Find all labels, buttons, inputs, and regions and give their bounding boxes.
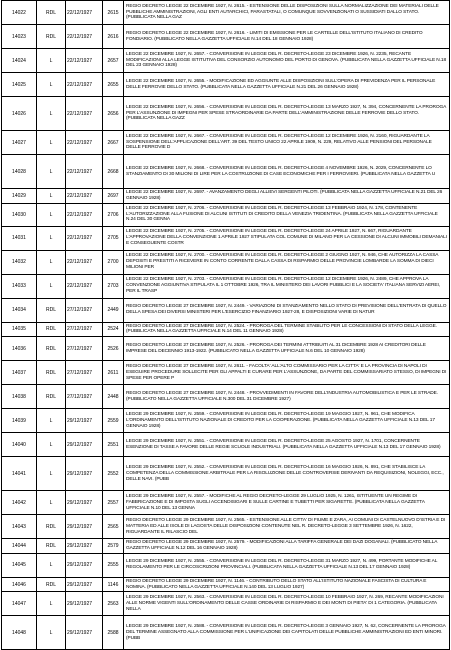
row-code: 2449 bbox=[103, 298, 124, 322]
row-text: REGIO DECRETO LEGGE 29 DICEMBRE 1927, N. 1146. - CONTRIBUTO DELLO STATO ALL'ISTITUTO NAZIONALE FASCISTA DI CULTURA E NOMINA. (PUBBLICATO NELLA GAZZETTA UFFICIALE N.140 DEL 13 LUGLIO 1927) bbox=[124, 577, 450, 592]
row-text: LEGGE 29 DICEMBRE 1927, N. 2551. - CONVERSIONE IN LEGGE DEL R. DECRETO-LEGGE 25 AGOSTO 1927, N. 1701, CONCERNENTE ESENZIONE DI TASSE A FAVORE DELLE REGIE SCUOLE INDUSTRIALI. (PUBBLICATA NELLA GAZZETTA UFFICIALE N.13 DEL 17 GENNAIO 1928) bbox=[124, 433, 450, 457]
table-row bbox=[2, 25, 450, 49]
row-date: 29/12/1927 bbox=[66, 491, 103, 515]
row-number: 14024 bbox=[2, 49, 37, 73]
row-number: 14038 bbox=[2, 385, 37, 409]
table-row bbox=[2, 203, 450, 226]
row-date: 22/12/1927 bbox=[66, 73, 103, 97]
table-row bbox=[2, 250, 450, 274]
row-number: 14046 bbox=[2, 577, 37, 592]
table-row bbox=[2, 592, 450, 616]
row-number: 14039 bbox=[2, 409, 37, 433]
row-type: L bbox=[37, 131, 66, 155]
table-row bbox=[2, 189, 450, 204]
row-date: 22/12/1927 bbox=[66, 25, 103, 49]
row-code: 2579 bbox=[103, 539, 124, 554]
row-type: RDL bbox=[37, 577, 66, 592]
row-text: REGIO DECRETO LEGGE 27 DICEMBRE 1927, N. 2526. - PROROGA DEI TERMINI ATTRIBUITI AL 31 DICEMBRE 1928 AI CREDITORI DELLE IMPRESE DEL DECENNIO 1913-1922. (PUBBLICATO NELLA GAZZETTA UFFICIALE N.6 DEL 10 GENNAIO 1928) bbox=[124, 337, 450, 361]
row-number: 14047 bbox=[2, 592, 37, 616]
row-text: LEGGE 22 DICEMBRE 1927, N. 2657. - CONVERSIONE IN LEGGE DEL R. DECRETO-LEGGE 23 DICEMBRE 1926, N. 2235, RECANTE MODIFICAZIONI ALLA LEGGE ISTITUTIVA DEL CONSORZIO AUTONOMO DEL PORTO DI GENOVA. (PUBBLICATA NELLA GAZZETTA UFFICIALE N.18 DEL 23 GENNAIO 1928) bbox=[124, 49, 450, 73]
row-type: RDL bbox=[37, 361, 66, 385]
row-type: L bbox=[37, 274, 66, 298]
row-type: L bbox=[37, 250, 66, 274]
table-row bbox=[2, 337, 450, 361]
row-code: 2448 bbox=[103, 385, 124, 409]
row-type: L bbox=[37, 155, 66, 189]
row-number: 14037 bbox=[2, 361, 37, 385]
table-row bbox=[2, 515, 450, 539]
row-number: 14031 bbox=[2, 226, 37, 250]
row-text: LEGGE 22 DICEMBRE 1927, N. 2700. - CONVERSIONE IN LEGGE DEL R. DECRETO-LEGGE 2 GIUGNO 1927, N. 946, CHE AUTORIZZA LA CASSA DEPOSITI E PRESTITI A RICEVERE IN CONTO CORRENTE DALLA CASSA DI RISPARMIO DELLE PROVINCIE LOMBARDE LA SOMMA DI DIECI MILIONI PER bbox=[124, 250, 450, 274]
row-text: REGIO DECRETO LEGGE 22 DICEMBRE 1927, N. 2615. - ESTENSIONE DELLE DISPOSIZIONI SULLA NORMALIZZAZIONE DEI MATERIALI DELLE PUBBLICHE AMMINISTRAZIONI, AGLI ENTI AUTARCHICI, PARASTATALI, O COMUNQUE SOVVENZIONATI O SUSSIDIATI DALLO STATO. (PUBBLICATA NELLA GAZ bbox=[124, 1, 450, 25]
row-date: 22/12/1927 bbox=[66, 155, 103, 189]
table-row bbox=[2, 1, 450, 25]
row-number: 14030 bbox=[2, 203, 37, 226]
table-row bbox=[2, 298, 450, 322]
row-number: 14043 bbox=[2, 515, 37, 539]
laws-table-body bbox=[2, 1, 450, 650]
row-text: REGIO DECRETO LEGGE 27 DICEMBRE 1927, N. 2449. - VARIAZIONI DI STANZIAMENTO NELLO STATO DI PREVISIONE DELL'ENTRATA DI QUELLO DELLA SPESA DEI DIVERSI MINISTERI PER L'ESERCIZIO FINANZIARIO 1927-28, E DISPOSIZIONI VARIE DI NATUR bbox=[124, 298, 450, 322]
row-text: LEGGE 22 DICEMBRE 1927, N. 2706. - CONVERSIONE IN LEGGE DEL R. DECRETO-LEGGE 13 FEBBRAIO 1924, N. 178, CONTENENTE L'AUTORIZZAZIONE ALLA FUSIONE DI ALCUNI ISTITUTI DI CREDITO DELLA VENEZIA TRIDENTINA. (PUBBLICATA NELLA GAZZETTA UFFICIALE N.24 DEL 30 GENNA bbox=[124, 203, 450, 226]
row-date: 27/12/1927 bbox=[66, 385, 103, 409]
table-row bbox=[2, 274, 450, 298]
row-code: 2526 bbox=[103, 337, 124, 361]
row-type: RDL bbox=[37, 385, 66, 409]
row-code: 2616 bbox=[103, 25, 124, 49]
row-code: 2551 bbox=[103, 433, 124, 457]
row-code: 2655 bbox=[103, 73, 124, 97]
row-number: 14029 bbox=[2, 189, 37, 204]
row-number: 14027 bbox=[2, 131, 37, 155]
row-code: 2524 bbox=[103, 322, 124, 337]
row-text: LEGGE 29 DICEMBRE 1927, N. 2563. - CONVERSIONE IN LEGGE DEL R. DECRETO-LEGGE 10 FEBBRAIO 1927, N. 269, RECANTE MODIFICAZIONI ALLE NORME VIGENTI SULL'ORDINAMENTO DELLE CASSE ORDINARIE DI RISPARMIO E DEI MONTI DI PIETA' DI 1 CATEGORIA. (PUBBLICATA NELLA bbox=[124, 592, 450, 616]
row-code: 2668 bbox=[103, 155, 124, 189]
row-type: L bbox=[37, 49, 66, 73]
row-text: REGIO DECRETO LEGGE 27 DICEMBRE 1927, N. 2611. - FACOLTA' ALL'ALTO COMMISSARIO PER LA CITTA' E LA PROVINCIA DI NAPOLI DI ESEGUIRE PROCEDURE SOLLECITE PER GLI APPALTI E CURARE PER L'ASSUNZIONE, DA PARTE DEL COMMISSARIATO STESSO, DI IMPEGNI DI SPESE PER OPERE P bbox=[124, 361, 450, 385]
row-text: REGIO DECRETO LEGGE 22 DICEMBRE 1927, N. 2616. - LIMITI DI EMISSIONE PER LE CARTELLE DELL'ISTITUTO ITALIANO DI CREDITO FONDIARIO. (PUBBLICATO NELLA GAZZETTA UFFICIALE N.14 DEL 18 GENNAIO 1928) bbox=[124, 25, 450, 49]
table-row bbox=[2, 155, 450, 189]
row-type: L bbox=[37, 491, 66, 515]
table-row bbox=[2, 409, 450, 433]
row-date: 29/12/1927 bbox=[66, 433, 103, 457]
row-text: LEGGE 22 DICEMBRE 1927, N. 2655. - MODIFICAZIONE ED AGGIUNTE ALLE DISPOSIZIONI SULL'OPERA DI PREVIDENZA PER IL PERSONALE DELLE FERROVIE DELLO STATO. (PUBBLICATA NELLA GAZZETTA UFFICIALE N.21 DEL 26 GENNAIO 1928) bbox=[124, 73, 450, 97]
row-type: RDL bbox=[37, 515, 66, 539]
row-number: 14040 bbox=[2, 433, 37, 457]
row-date: 27/12/1927 bbox=[66, 361, 103, 385]
row-code: 2552 bbox=[103, 457, 124, 491]
row-type: L bbox=[37, 553, 66, 577]
row-number: 14032 bbox=[2, 250, 37, 274]
row-text: LEGGE 22 DICEMBRE 1927, N. 2656. - CONVERSIONE IN LEGGE DEL R. DECRETO-LEGGE 13 MARZO 1927, N. 394, CONCERNENTE LA PROROGA PER L'ASSUNZIONE DI IMPEGNI PER SPESE STRAORDINARIE DA PARTE DELL'AMMINISTRAZIONE DELLE FERROVIE DELLO STATO. (PUBBLICATA NELLA GAZZ bbox=[124, 97, 450, 131]
row-number: 14044 bbox=[2, 539, 37, 554]
row-type: L bbox=[37, 203, 66, 226]
table-row bbox=[2, 97, 450, 131]
row-text: REGIO DECRETO LEGGE 29 DICEMBRE 1927, N. 2579. - MODIFICAZIONI ALLA TARIFFA GENERALE DEI DAZI DOGANALI. (PUBBLICATO NELLA GAZZETTA UFFICIALE N.12 DEL 16 GENNAIO 1928) bbox=[124, 539, 450, 554]
row-date: 29/12/1927 bbox=[66, 616, 103, 650]
row-code: 2565 bbox=[103, 515, 124, 539]
row-date: 29/12/1927 bbox=[66, 515, 103, 539]
table-row bbox=[2, 539, 450, 554]
row-code: 2588 bbox=[103, 616, 124, 650]
row-date: 22/12/1927 bbox=[66, 1, 103, 25]
table-row bbox=[2, 491, 450, 515]
row-text: LEGGE 22 DICEMBRE 1927, N. 2668. - CONVERSIONE IN LEGGE DEL R. DECRETO-LEGGE 4 NOVEMBRE 1926, N. 2029, CONCERNENTE LO STANZIAMENTO DI 30 MILIONI DI LIRE PER LA COSTRUZIONE DI CASE ECONOMICHE PER I FERROVIERI. (PUBBLICATA NELLA GAZZETTA U bbox=[124, 155, 450, 189]
table-row bbox=[2, 361, 450, 385]
row-code: 2705 bbox=[103, 226, 124, 250]
row-number: 14036 bbox=[2, 337, 37, 361]
row-code: 2657 bbox=[103, 49, 124, 73]
row-number: 14034 bbox=[2, 298, 37, 322]
table-row bbox=[2, 577, 450, 592]
row-number: 14048 bbox=[2, 616, 37, 650]
row-code: 1146 bbox=[103, 577, 124, 592]
row-date: 29/12/1927 bbox=[66, 577, 103, 592]
row-number: 14045 bbox=[2, 553, 37, 577]
row-type: L bbox=[37, 73, 66, 97]
row-code: 2557 bbox=[103, 491, 124, 515]
row-code: 2706 bbox=[103, 203, 124, 226]
row-date: 29/12/1927 bbox=[66, 553, 103, 577]
row-code: 2615 bbox=[103, 1, 124, 25]
row-type: RDL bbox=[37, 322, 66, 337]
row-type: L bbox=[37, 457, 66, 491]
row-date: 22/12/1927 bbox=[66, 203, 103, 226]
row-date: 27/12/1927 bbox=[66, 298, 103, 322]
row-text: REGIO DECRETO LEGGE 27 DICEMBRE 1927, N. 2524. - PROROGA DEL TERMINE STABILITO PER LE CONCESSIONI DI STATO DELLA LEGGE. (PUBBLICATA NELLA GAZZETTA UFFICIALE N.14 DEL 11 GENNAIO 1928) bbox=[124, 322, 450, 337]
row-date: 22/12/1927 bbox=[66, 131, 103, 155]
row-text: LEGGE 29 DICEMBRE 1927, N. 2588. - CONVERSIONE IN LEGGE DEL R. DECRETO-LEGGE 3 GENNAIO 1927, N. 62, CONCERNENTE LA PROROGA DEL TERMINE ASSEGNATO ALLA COMMISSIONE PER L'UNIFICAZIONE DEI CAPITOLATI DELLE PUBBLICHE AMMINISTRAZIONI ED ENTI MINORI. (PUBB bbox=[124, 616, 450, 650]
row-code: 2667 bbox=[103, 131, 124, 155]
row-text: LEGGE 22 DICEMBRE 1927, N. 2667. - CONVERSIONE IN LEGGE DEL R. DECRETO-LEGGE 12 DICEMBRE 1926, N. 2160, RIGUARDANTE LA SOSPENSIONE DELL'APPLICAZIONE DELL'ART. 39 DEL TESTO UNICO 22 APRILE 1909, N. 229, RELATIVO ALLE PENSIONI DEL PERSONALE DELLE FERROVIE D bbox=[124, 131, 450, 155]
row-code: 2703 bbox=[103, 274, 124, 298]
row-text: LEGGE 22 DICEMBRE 1927, N. 2697. - AVANZAMENTO DEGLI ALLIEVI SERGENTI PILOTI. (PUBBLICATA NELLA GAZZETTA UFFICIALE N.21 DEL 26 GENNAIO 1928) bbox=[124, 189, 450, 204]
row-code: 2559 bbox=[103, 409, 124, 433]
row-number: 14035 bbox=[2, 322, 37, 337]
row-date: 27/12/1927 bbox=[66, 322, 103, 337]
table-row bbox=[2, 322, 450, 337]
row-type: L bbox=[37, 97, 66, 131]
row-date: 27/12/1927 bbox=[66, 337, 103, 361]
row-type: L bbox=[37, 433, 66, 457]
row-number: 14022 bbox=[2, 1, 37, 25]
row-type: L bbox=[37, 409, 66, 433]
row-number: 14026 bbox=[2, 97, 37, 131]
row-type: L bbox=[37, 616, 66, 650]
table-row bbox=[2, 73, 450, 97]
row-date: 22/12/1927 bbox=[66, 97, 103, 131]
table-row bbox=[2, 131, 450, 155]
row-text: LEGGE 22 DICEMBRE 1927, N. 2705. - CONVERSIONE IN LEGGE DEL R. DECRETO-LEGGE 24 APRILE 1927, N. 667, RIGUARDANTE L'APPROVAZIONE DELLA CONVENZIONE 1 APRILE 1927 STIPULATA COL COMUNE DI MILANO PER LA CESSIONE DI ALCUNI IMMOBILI DEMANIALI E CONSEGUENTE COSTR bbox=[124, 226, 450, 250]
table-row bbox=[2, 457, 450, 491]
row-date: 29/12/1927 bbox=[66, 457, 103, 491]
table-row bbox=[2, 433, 450, 457]
row-type: RDL bbox=[37, 25, 66, 49]
row-code: 2700 bbox=[103, 250, 124, 274]
row-type: RDL bbox=[37, 298, 66, 322]
row-number: 14033 bbox=[2, 274, 37, 298]
row-number: 14041 bbox=[2, 457, 37, 491]
table-row bbox=[2, 226, 450, 250]
row-text: LEGGE 29 DICEMBRE 1927, N. 2559. - CONVERSIONE IN LEGGE DEL R. DECRETO-LEGGE 19 MAGGIO 1927, N. 961, CHE MODIFICA L'ORDINAMENTO DELL'ISTITUTO NAZIONALE DI CREDITO PER LA COOPERAZIONE. (PUBBLICATA NELLA GAZZETTA UFFICIALE N.13 DEL 17 GENNAIO 1928) bbox=[124, 409, 450, 433]
row-text: LEGGE 22 DICEMBRE 1927, N. 2703. - CONVERSIONE IN LEGGE DEL R. DECRETO-LEGGE 12 DICEMBRE 1926, N. 2489, CHE APPROVA LA CONVENZIONE AGGIUNTIVA STIPULATA IL 1 OTTOBRE 1926, TRA IL MINISTERO DEI LAVORI PUBBLICI E LA SOCIETA' ITALIANA SERVIZI AEREI, PER IL TRASP bbox=[124, 274, 450, 298]
row-code: 2611 bbox=[103, 361, 124, 385]
table-row bbox=[2, 385, 450, 409]
row-date: 22/12/1927 bbox=[66, 189, 103, 204]
row-text: LEGGE 29 DICEMBRE 1927, N. 2555. - CONVERSIONE IN LEGGE DEL R. DECRETO-LEGGE 31 MARZO 1927, N. 499, PORTANTE MODIFICHE AL REGOLAMENTO PER LE CIRCOSCRIZIONI PROVINCIALI. (PUBBLICATA NELLA GAZZETTA UFFICIALE N.13 DEL 17 GENNAIO 1928) bbox=[124, 553, 450, 577]
row-type: L bbox=[37, 189, 66, 204]
row-number: 14042 bbox=[2, 491, 37, 515]
row-number: 14025 bbox=[2, 73, 37, 97]
row-number: 14023 bbox=[2, 25, 37, 49]
row-date: 29/12/1927 bbox=[66, 539, 103, 554]
row-text: REGIO DECRETO LEGGE 27 DICEMBRE 1927, N. 2448. - PROVVEDIMENTI IN FAVORE DELL'INDUSTRIA AUTOMOBILISTICA E PER LE STRADE. (PUBBLICATO NELLA GAZZETTA UFFICIALE N.300 DEL 31 DICEMBRE 1927) bbox=[124, 385, 450, 409]
row-date: 29/12/1927 bbox=[66, 409, 103, 433]
row-date: 29/12/1927 bbox=[66, 592, 103, 616]
row-date: 22/12/1927 bbox=[66, 250, 103, 274]
row-type: RDL bbox=[37, 1, 66, 25]
table-row bbox=[2, 49, 450, 73]
row-text: LEGGE 29 DICEMBRE 1927, N. 2557. - MODIFICHE AL REGIO DECRETO-LEGGE 29 LUGLIO 1925, N. 1261, ISTITUENTE UN REGIME DI FABBRICAZIONE E DI IMPOSTA SUGLI ACCENDISIGARI E SULLE CARTINE E TUBETTI PER SIGARETTE. (PUBBLICATA NELLA GAZZETTA UFFICIALE N.10 DEL 13 GENNA bbox=[124, 491, 450, 515]
row-code: 2563 bbox=[103, 592, 124, 616]
laws-table bbox=[1, 0, 450, 650]
table-row bbox=[2, 553, 450, 577]
row-text: LEGGE 29 DICEMBRE 1927, N. 2552. - CONVERSIONE IN LEGGE DEL R. DECRETO-LEGGE 16 MAGGIO 1926, N. 891, CHE STABILISCE LA COMPETENZA DELLA COMMISSIONE ARBITRALE PER LA RISOLUZIONE DELLE CONTROVERSIE DERIVANTI DA REQUISIZIONI, NOLEGGI, ECC., DELLE NAVI. (PUBB bbox=[124, 457, 450, 491]
row-number: 14028 bbox=[2, 155, 37, 189]
row-date: 22/12/1927 bbox=[66, 49, 103, 73]
row-date: 22/12/1927 bbox=[66, 226, 103, 250]
row-code: 2697 bbox=[103, 189, 124, 204]
table-row bbox=[2, 616, 450, 650]
row-type: RDL bbox=[37, 337, 66, 361]
row-date: 22/12/1927 bbox=[66, 274, 103, 298]
row-text: REGIO DECRETO LEGGE 29 DICEMBRE 1927, N. 2565. - ESTENSIONE ALLE CITTA' DI FIUME E ZARA, AI COMUNI DI CASTELNUOVO D'ISTRIA E DI MATTERIA ED ALLE ISOLE DI LAGOSTA DELLE DISPOSIZIONI CONTENUTE NEL R. DECRETO-LEGGE 3 SETTEMBRE 1926, N. 1622, RIGUARDANTE IL RILASCIO DEL bbox=[124, 515, 450, 539]
row-code: 2555 bbox=[103, 553, 124, 577]
row-type: L bbox=[37, 592, 66, 616]
row-type: RDL bbox=[37, 539, 66, 554]
row-code: 2656 bbox=[103, 97, 124, 131]
row-type: L bbox=[37, 226, 66, 250]
